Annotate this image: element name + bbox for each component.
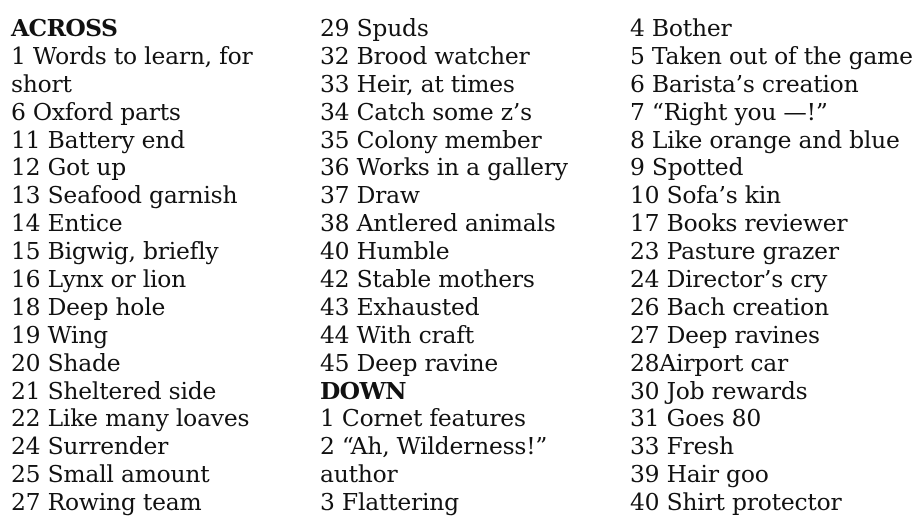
clue-line: 14 Entice — [11, 209, 123, 238]
clue-line: 24 Surrender — [11, 432, 169, 461]
clue-line: 27 Rowing team — [11, 488, 202, 517]
clue-line: 40 Shirt protector — [630, 488, 842, 517]
clue-line: author — [320, 460, 398, 489]
clue-line: 38 Antlered animals — [320, 209, 556, 238]
clue-line: 34 Catch some z’s — [320, 97, 532, 126]
clue-line: short — [11, 69, 72, 98]
clue-line: 18 Deep hole — [11, 292, 166, 321]
clue-line: 31 Goes 80 — [630, 404, 762, 433]
clue-line: 26 Bach creation — [630, 292, 829, 321]
clue-line: 8 Like orange and blue — [630, 125, 900, 154]
clue-line: 42 Stable mothers — [320, 265, 535, 294]
clue-line: 39 Hair goo — [630, 460, 769, 489]
clue-line: 16 Lynx or lion — [11, 265, 187, 294]
clue-line: 4 Bother — [630, 14, 732, 42]
clue-column-1 — [11, 15, 252, 517]
clue-line: 44 With craft — [320, 320, 474, 349]
clue-line: 40 Humble — [320, 237, 450, 266]
clue-line: 24 Director’s cry — [630, 265, 828, 294]
clue-line: 37 Draw — [320, 181, 420, 210]
clue-line: 7 “Right you —!” — [630, 97, 828, 126]
clue-line: 35 Colony member — [320, 125, 542, 154]
clue-line: 1 Words to learn, for — [11, 41, 253, 70]
clue-column-3 — [630, 15, 913, 517]
clue-line: 13 Seafood garnish — [11, 181, 238, 210]
clue-line: 29 Spuds — [320, 14, 429, 42]
clue-column-2 — [320, 15, 568, 517]
clue-line: 33 Fresh — [630, 432, 734, 461]
clue-line: 3 Flattering — [320, 488, 459, 517]
clue-line: 5 Taken out of the game — [630, 41, 913, 70]
clue-line: 1 Cornet features — [320, 404, 526, 433]
clue-line: 33 Heir, at times — [320, 69, 515, 98]
clue-line: 43 Exhausted — [320, 292, 480, 321]
clue-line: 45 Deep ravine — [320, 348, 498, 377]
clue-line: 17 Books reviewer — [630, 209, 848, 238]
clue-line: 32 Brood watcher — [320, 41, 530, 70]
clue-line: 6 Oxford parts — [11, 97, 181, 126]
clue-line: 15 Bigwig, briefly — [11, 237, 219, 266]
clue-line: 20 Shade — [11, 348, 121, 377]
clue-line: 21 Sheltered side — [11, 376, 217, 405]
clue-line: 23 Pasture grazer — [630, 237, 839, 266]
clue-line: 30 Job rewards — [630, 376, 808, 405]
clue-line: 6 Barista’s creation — [630, 69, 859, 98]
clue-line: 19 Wing — [11, 320, 108, 349]
clue-line: 10 Sofa’s kin — [630, 181, 781, 210]
section-heading: ACROSS — [11, 14, 118, 42]
clue-line: 27 Deep ravines — [630, 320, 820, 349]
clue-line: 2 “Ah, Wilderness!” — [320, 432, 548, 461]
clue-line: 25 Small amount — [11, 460, 210, 489]
clue-line: 9 Spotted — [630, 153, 744, 182]
section-heading: DOWN — [320, 376, 406, 405]
clue-line: 36 Works in a gallery — [320, 153, 568, 182]
clue-line: 28Airport car — [630, 348, 789, 377]
clue-line: 22 Like many loaves — [11, 404, 250, 433]
clue-line: 11 Battery end — [11, 125, 185, 154]
clue-line: 12 Got up — [11, 153, 127, 182]
